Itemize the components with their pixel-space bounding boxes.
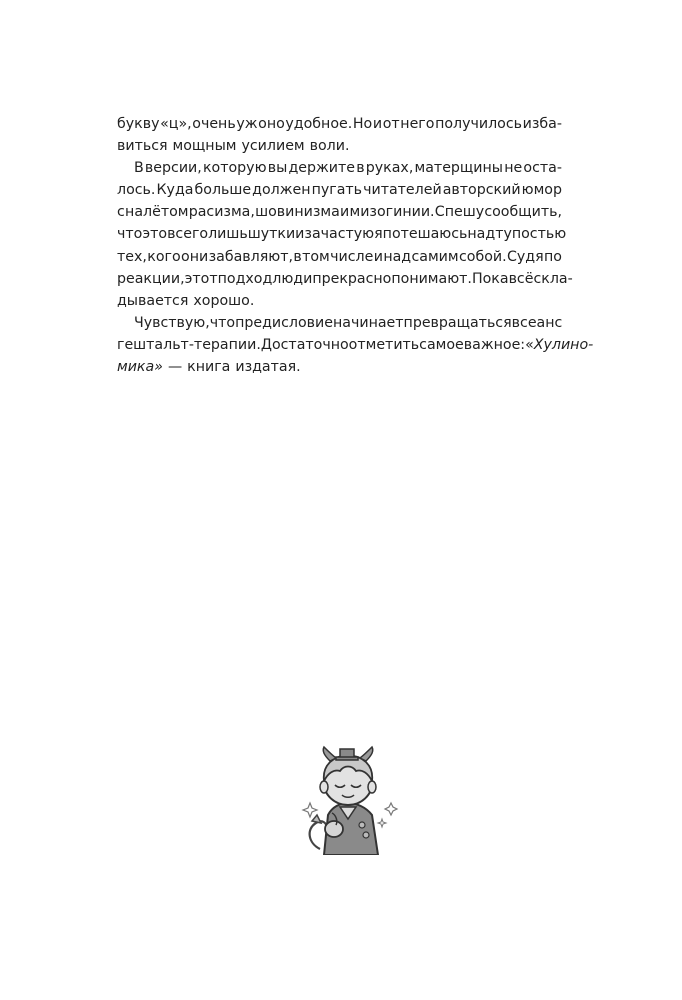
word: отметить — [348, 336, 420, 353]
text-line — [117, 179, 562, 201]
word: Пока — [471, 270, 509, 287]
word: получилось — [435, 116, 522, 132]
word: они — [181, 248, 209, 265]
word: кого — [147, 248, 181, 265]
word: юмор — [521, 182, 562, 199]
word: скла- — [533, 270, 573, 287]
text-line — [117, 312, 562, 334]
word: с — [117, 204, 125, 221]
word: него — [400, 116, 435, 132]
text-line — [117, 113, 562, 135]
word: самое — [419, 336, 464, 353]
word: что — [209, 314, 236, 331]
word: держите — [288, 160, 356, 177]
word: вы — [267, 160, 288, 177]
word: числе — [330, 248, 374, 265]
word: Спешу — [434, 204, 485, 221]
word: воли. — [309, 138, 350, 155]
word: читателей — [363, 182, 442, 199]
word: превращаться — [403, 314, 512, 331]
word: пугать — [311, 182, 363, 199]
word: и — [340, 204, 350, 221]
word: от — [382, 116, 400, 132]
word: прекрасно — [312, 270, 392, 287]
word: подход — [217, 270, 273, 287]
word: том — [302, 248, 330, 265]
word: над — [383, 248, 412, 265]
word: собой. — [458, 248, 507, 265]
text-line — [117, 201, 562, 223]
word: Но — [352, 116, 373, 132]
word: авторский — [442, 182, 521, 199]
word: «Хулино- — [525, 336, 594, 353]
word: которую — [202, 160, 267, 177]
word: гештальт-терапии. — [117, 336, 261, 353]
word: книга — [187, 359, 231, 376]
word: в — [356, 160, 365, 177]
word: букву — [117, 116, 160, 132]
word: Куда — [156, 182, 194, 199]
text-line — [117, 223, 567, 245]
word: версии, — [144, 160, 202, 177]
word: мощным — [172, 138, 237, 155]
word: забавляют, — [208, 248, 293, 265]
word: всё — [508, 270, 534, 287]
word: и — [372, 116, 383, 132]
word: лишь — [208, 226, 248, 243]
word: зачастую — [304, 226, 375, 243]
text-line — [117, 246, 562, 268]
word: что — [117, 226, 143, 243]
word: тупостью — [495, 226, 567, 243]
word: Чувствую, — [134, 314, 210, 331]
text-line — [117, 290, 562, 312]
word: важное: — [463, 336, 526, 353]
word: в — [511, 314, 521, 331]
word: в — [293, 248, 302, 265]
text-line — [117, 157, 562, 179]
word: сеанс — [520, 314, 563, 331]
body-text — [117, 113, 594, 378]
word: реакции, — [117, 270, 185, 287]
word: над — [467, 226, 496, 243]
word: потешаюсь — [382, 226, 468, 243]
word: понимают. — [391, 270, 472, 287]
word: я — [374, 226, 383, 243]
word: Достаточно — [260, 336, 349, 353]
word: «ц», — [160, 116, 192, 132]
word: самим — [411, 248, 459, 265]
word: налётом — [125, 204, 189, 221]
word: руках, — [365, 160, 414, 177]
word: не — [504, 160, 523, 177]
word: хорошо. — [193, 292, 255, 309]
word: удобное. — [285, 116, 353, 132]
word: мизогинии. — [349, 204, 435, 221]
word: лось. — [117, 182, 156, 199]
text-line — [117, 268, 573, 290]
word: больше — [194, 182, 252, 199]
word: по — [544, 248, 562, 265]
word: мика» — [117, 359, 163, 376]
word: матерщины — [414, 160, 503, 177]
word: люди — [272, 270, 313, 287]
word: В — [134, 160, 144, 177]
word: уж — [236, 116, 258, 132]
word: всего — [167, 226, 209, 243]
word: виться — [117, 138, 168, 155]
word: предисловие — [235, 314, 333, 331]
word: оста- — [523, 160, 562, 177]
word: очень — [192, 116, 236, 132]
word: усилием — [241, 138, 305, 155]
text-line — [117, 135, 562, 157]
word: Судя — [507, 248, 544, 265]
word: — — [167, 359, 183, 376]
word: шутки — [247, 226, 296, 243]
word: это — [142, 226, 168, 243]
devil-character-illustration-icon — [290, 745, 405, 855]
word: и — [295, 226, 305, 243]
word: дывается — [117, 292, 189, 309]
text-line — [117, 334, 594, 356]
word: должен — [252, 182, 311, 199]
word: тех, — [117, 248, 147, 265]
word: расизма, — [188, 204, 255, 221]
word: шовинизма — [255, 204, 340, 221]
word: начинает — [333, 314, 404, 331]
word: сообщить, — [484, 204, 562, 221]
text-line — [117, 356, 562, 378]
word: этот — [184, 270, 218, 287]
word: и — [373, 248, 383, 265]
word: изба- — [522, 116, 562, 132]
word: оно — [258, 116, 285, 132]
word: издатая. — [235, 359, 301, 376]
